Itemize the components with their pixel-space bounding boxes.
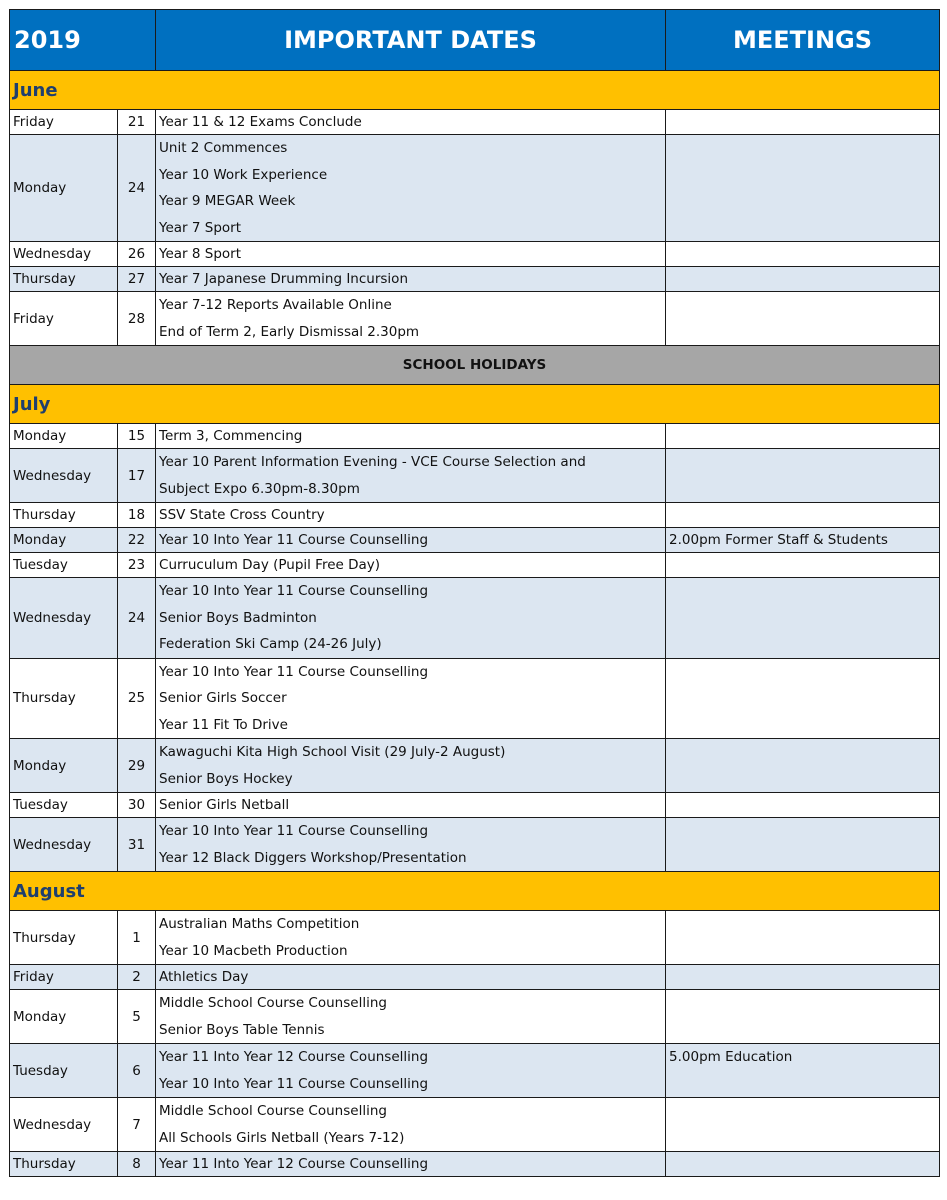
day-number: 31 <box>118 818 156 872</box>
meetings-cell <box>666 242 940 267</box>
meetings-cell <box>666 503 940 528</box>
event-item: Senior Boys Table Tennis <box>159 1021 325 1038</box>
day-name: Wednesday <box>10 242 118 267</box>
day-number: 18 <box>118 503 156 528</box>
meetings-cell <box>666 965 940 990</box>
event-item: Year 7 Japanese Drumming Incursion <box>159 271 408 287</box>
dates-table-body <box>10 10 940 1177</box>
event-item: Year 10 Into Year 11 Course Counselling <box>159 583 429 599</box>
day-number: 22 <box>118 528 156 553</box>
event-item: Year 10 Work Experience <box>159 166 328 183</box>
date-row <box>10 135 940 242</box>
date-row <box>10 1044 940 1098</box>
date-row <box>10 553 940 578</box>
day-name: Monday <box>10 135 118 242</box>
event-item: Year 10 Macbeth Production <box>159 942 348 959</box>
meetings-cell <box>666 739 940 793</box>
event-item: Year 11 Fit To Drive <box>159 716 288 733</box>
events-cell <box>156 553 666 578</box>
holiday-label: SCHOOL HOLIDAYS <box>10 346 940 385</box>
day-name: Tuesday <box>10 553 118 578</box>
day-name: Wednesday <box>10 449 118 503</box>
date-row <box>10 818 940 872</box>
meetings-cell <box>666 449 940 503</box>
month-row <box>10 71 940 110</box>
day-name: Wednesday <box>10 1098 118 1152</box>
day-number: 15 <box>118 424 156 449</box>
event-item: End of Term 2, Early Dismissal 2.30pm <box>159 323 420 340</box>
day-name: Wednesday <box>10 818 118 872</box>
event-item: Year 11 & 12 Exams Conclude <box>159 114 362 130</box>
meetings-cell <box>666 1098 940 1152</box>
event-item: SSV State Cross Country <box>159 507 325 523</box>
month-row <box>10 872 940 911</box>
day-name: Thursday <box>10 1152 118 1177</box>
event-item: Middle School Course Counselling <box>159 995 387 1011</box>
header-meetings: MEETINGS <box>666 10 940 71</box>
event-item: Year 11 Into Year 12 Course Counselling <box>159 1049 429 1065</box>
event-item: Kawaguchi Kita High School Visit (29 July-2 August) <box>159 744 506 760</box>
date-row <box>10 503 940 528</box>
day-name: Monday <box>10 528 118 553</box>
meetings-cell <box>666 818 940 872</box>
event-item: Year 9 MEGAR Week <box>159 193 296 209</box>
event-item: Year 10 Into Year 11 Course Counselling <box>159 823 429 839</box>
month-label: July <box>10 385 940 424</box>
meetings-cell <box>666 267 940 292</box>
day-name: Friday <box>10 110 118 135</box>
events-cell <box>156 135 666 242</box>
day-number: 26 <box>118 242 156 267</box>
event-item: Year 12 Black Diggers Workshop/Presentation <box>159 849 467 866</box>
event-item: Senior Boys Hockey <box>159 770 293 787</box>
event-item: Federation Ski Camp (24-26 July) <box>159 636 382 652</box>
day-number: 25 <box>118 658 156 739</box>
event-item: Australian Maths Competition <box>159 916 360 932</box>
month-label: August <box>10 872 940 911</box>
day-number: 7 <box>118 1098 156 1152</box>
event-item: Senior Girls Netball <box>159 797 290 813</box>
event-item: Subject Expo 6.30pm-8.30pm <box>159 480 360 497</box>
date-row <box>10 449 940 503</box>
day-number: 30 <box>118 793 156 818</box>
events-cell <box>156 739 666 793</box>
event-item: Term 3, Commencing <box>159 428 303 444</box>
day-name: Thursday <box>10 503 118 528</box>
day-name: Thursday <box>10 911 118 965</box>
meetings-cell <box>666 1152 940 1177</box>
header-year: 2019 <box>10 10 156 71</box>
event-item: Year 10 Parent Information Evening - VCE Course Selection and <box>159 454 586 470</box>
event-item: Year 7-12 Reports Available Online <box>159 297 392 313</box>
event-item: Unit 2 Commences <box>159 140 288 156</box>
meetings-cell <box>666 553 940 578</box>
events-cell <box>156 110 666 135</box>
date-row <box>10 528 940 553</box>
day-number: 24 <box>118 578 156 659</box>
header-title: IMPORTANT DATES <box>156 10 666 71</box>
date-row <box>10 110 940 135</box>
day-name: Monday <box>10 739 118 793</box>
date-row <box>10 739 940 793</box>
event-item: Year 8 Sport <box>159 246 242 262</box>
day-number: 2 <box>118 965 156 990</box>
day-number: 17 <box>118 449 156 503</box>
event-item: Year 10 Into Year 11 Course Counselling <box>159 663 429 680</box>
day-name: Friday <box>10 292 118 346</box>
meetings-cell <box>666 528 940 553</box>
date-row <box>10 658 940 739</box>
date-row <box>10 965 940 990</box>
events-cell <box>156 658 666 739</box>
day-number: 21 <box>118 110 156 135</box>
events-cell <box>156 449 666 503</box>
event-item: Year 11 Into Year 12 Course Counselling <box>159 1156 429 1172</box>
event-item: Year 10 Into Year 11 Course Counselling <box>159 1075 429 1092</box>
day-number: 29 <box>118 739 156 793</box>
events-cell <box>156 1098 666 1152</box>
event-item: All Schools Girls Netball (Years 7-12) <box>159 1129 405 1146</box>
date-row <box>10 793 940 818</box>
meetings-cell <box>666 1044 940 1098</box>
date-row <box>10 1152 940 1177</box>
meeting-item: 2.00pm Former Staff & Students <box>669 532 888 548</box>
header-row <box>10 10 940 71</box>
meetings-cell <box>666 578 940 659</box>
date-row <box>10 578 940 659</box>
events-cell <box>156 1152 666 1177</box>
day-number: 5 <box>118 990 156 1044</box>
events-cell <box>156 267 666 292</box>
day-number: 8 <box>118 1152 156 1177</box>
event-item: Year 7 Sport <box>159 219 242 236</box>
events-cell <box>156 242 666 267</box>
day-number: 1 <box>118 911 156 965</box>
day-name: Friday <box>10 965 118 990</box>
month-row <box>10 385 940 424</box>
month-label: June <box>10 71 940 110</box>
event-item: Senior Girls Soccer <box>159 690 287 706</box>
important-dates-sheet <box>9 9 939 1177</box>
events-cell <box>156 578 666 659</box>
date-row <box>10 911 940 965</box>
date-row <box>10 267 940 292</box>
day-name: Thursday <box>10 267 118 292</box>
date-row <box>10 292 940 346</box>
events-cell <box>156 818 666 872</box>
meetings-cell <box>666 990 940 1044</box>
day-number: 24 <box>118 135 156 242</box>
day-number: 6 <box>118 1044 156 1098</box>
meetings-cell <box>666 793 940 818</box>
events-cell <box>156 528 666 553</box>
meetings-cell <box>666 658 940 739</box>
day-name: Wednesday <box>10 578 118 659</box>
meetings-cell <box>666 292 940 346</box>
meeting-item: 5.00pm Education <box>669 1049 793 1065</box>
events-cell <box>156 503 666 528</box>
events-cell <box>156 793 666 818</box>
events-cell <box>156 965 666 990</box>
day-number: 27 <box>118 267 156 292</box>
holiday-row <box>10 346 940 385</box>
meetings-cell <box>666 424 940 449</box>
events-cell <box>156 990 666 1044</box>
events-cell <box>156 1044 666 1098</box>
meetings-cell <box>666 911 940 965</box>
dates-table <box>9 9 940 1177</box>
event-item: Middle School Course Counselling <box>159 1103 387 1119</box>
events-cell <box>156 911 666 965</box>
meetings-cell <box>666 135 940 242</box>
date-row <box>10 424 940 449</box>
date-row <box>10 990 940 1044</box>
date-row <box>10 242 940 267</box>
meetings-cell <box>666 110 940 135</box>
day-number: 28 <box>118 292 156 346</box>
events-cell <box>156 292 666 346</box>
day-name: Tuesday <box>10 1044 118 1098</box>
day-name: Monday <box>10 424 118 449</box>
date-row <box>10 1098 940 1152</box>
event-item: Year 10 Into Year 11 Course Counselling <box>159 532 429 548</box>
event-item: Athletics Day <box>159 969 249 985</box>
events-cell <box>156 424 666 449</box>
day-name: Tuesday <box>10 793 118 818</box>
event-item: Senior Boys Badminton <box>159 609 317 626</box>
day-name: Monday <box>10 990 118 1044</box>
day-number: 23 <box>118 553 156 578</box>
event-item: Curruculum Day (Pupil Free Day) <box>159 557 381 573</box>
day-name: Thursday <box>10 658 118 739</box>
